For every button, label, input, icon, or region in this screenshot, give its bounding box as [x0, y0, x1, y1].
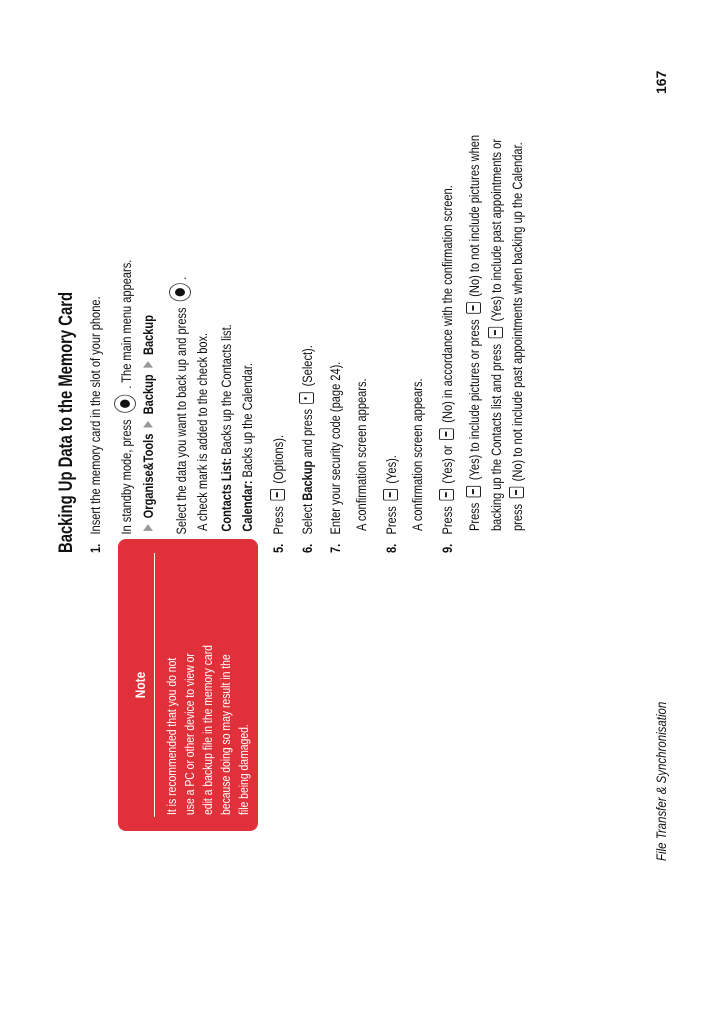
- bullet-contacts: [219, 324, 234, 547]
- arrow-right-icon: [143, 525, 153, 532]
- step-text: Insert the memory card in the slot of your phone.: [88, 296, 103, 535]
- step-text: (Yes) to include pictures or press: [467, 319, 482, 481]
- step-number: 8.: [384, 543, 399, 553]
- softkey-icon: [383, 489, 398, 500]
- step-9-detail-3: [509, 142, 525, 531]
- page-title: Backing Up Data to the Memory Card: [56, 291, 77, 553]
- softkey-icon: [488, 327, 503, 338]
- step-text: . The main menu appears.: [119, 259, 134, 389]
- note-line: use a PC or other device to view or: [182, 653, 197, 815]
- note-line: file being damaged.: [236, 724, 251, 815]
- step-9-detail-1: [466, 135, 482, 531]
- step-text: (Yes) or: [440, 445, 455, 484]
- step-1: [88, 296, 103, 553]
- note-box: [118, 539, 258, 831]
- softkey-icon: [439, 428, 454, 439]
- softkey-icon: [270, 489, 285, 500]
- arrow-right-icon: [143, 421, 153, 428]
- step-text: and press: [300, 408, 315, 461]
- note-heading: Note: [132, 671, 148, 699]
- footer-section-title: File Transfer & Synchronisation: [653, 701, 669, 861]
- step-9-detail-2: [488, 139, 504, 531]
- softkey-icon: [466, 486, 481, 497]
- softkey-icon: [466, 302, 481, 313]
- step-text: (No) in accordance with the confirmation screen.: [440, 185, 455, 423]
- step-text: (Yes).: [384, 455, 399, 484]
- step-text: Press: [467, 502, 482, 531]
- note-line: because doing so may result in the: [218, 654, 233, 815]
- menu-path-item: Backup: [141, 374, 156, 415]
- step-text: (Options).: [271, 435, 286, 484]
- step-7: [328, 362, 343, 553]
- step-text: (No) to not include past appointments when backing up the Calendar.: [510, 142, 525, 482]
- menu-path-item: Organise&Tools: [141, 433, 156, 519]
- step-text: backing up the Contacts list and press: [489, 343, 504, 531]
- bullet-label: Contacts List:: [219, 457, 234, 532]
- step-text: (Select).: [300, 345, 315, 387]
- step-8: [383, 455, 399, 553]
- step-2: [114, 260, 136, 553]
- arrow-right-icon: [143, 361, 153, 368]
- note-line: It is recommended that you do not: [164, 657, 179, 815]
- nav-key-icon: [114, 395, 136, 413]
- step-number: 6.: [300, 543, 315, 553]
- step-number: 1.: [88, 543, 103, 553]
- bullet-label: Calendar:: [240, 480, 255, 532]
- step-number: 9.: [440, 543, 455, 553]
- menu-path-item: Backup: [141, 315, 156, 356]
- step-8-note: A confirmation screen appears.: [410, 378, 425, 531]
- step-text: In standby mode, press: [119, 419, 134, 535]
- softkey-icon: [439, 489, 454, 500]
- step-4: Select the data you want to back up and press .: [169, 277, 191, 553]
- step-7-note: A confirmation screen appears.: [354, 378, 369, 531]
- softkey-icon: [509, 487, 524, 498]
- step-4-note: A check mark is added to the check box.: [195, 332, 210, 531]
- step-6: [299, 345, 315, 553]
- bullet-text: Backs up the Calendar.: [240, 362, 255, 481]
- bullet-text: Backs up the Contacts list.: [219, 324, 234, 458]
- step-number: 5.: [271, 543, 286, 553]
- center-softkey-icon: [299, 392, 314, 403]
- step-text: Select: [300, 500, 315, 535]
- step-text: Press: [271, 506, 286, 535]
- step-5: [270, 435, 286, 553]
- step-9: [439, 185, 455, 553]
- bullet-calendar: [240, 363, 255, 547]
- step-text: Press: [440, 506, 455, 535]
- note-divider: [154, 553, 155, 817]
- menu-item-name: Backup: [300, 460, 315, 501]
- step-text: Press: [384, 506, 399, 535]
- nav-key-icon: [169, 283, 191, 301]
- step-text: (No) to not include pictures when: [467, 134, 482, 297]
- step-text: Select the data you want to back up and press: [174, 307, 189, 535]
- step-3: [141, 315, 156, 553]
- step-number: 7.: [328, 543, 343, 553]
- step-text: (Yes) to include past appointments or: [489, 138, 504, 322]
- note-line: edit a backup file in the memory card: [200, 645, 215, 815]
- step-text: press: [510, 503, 525, 531]
- page-number: 167: [653, 70, 669, 94]
- step-text: Enter your security code (page 24).: [328, 361, 343, 535]
